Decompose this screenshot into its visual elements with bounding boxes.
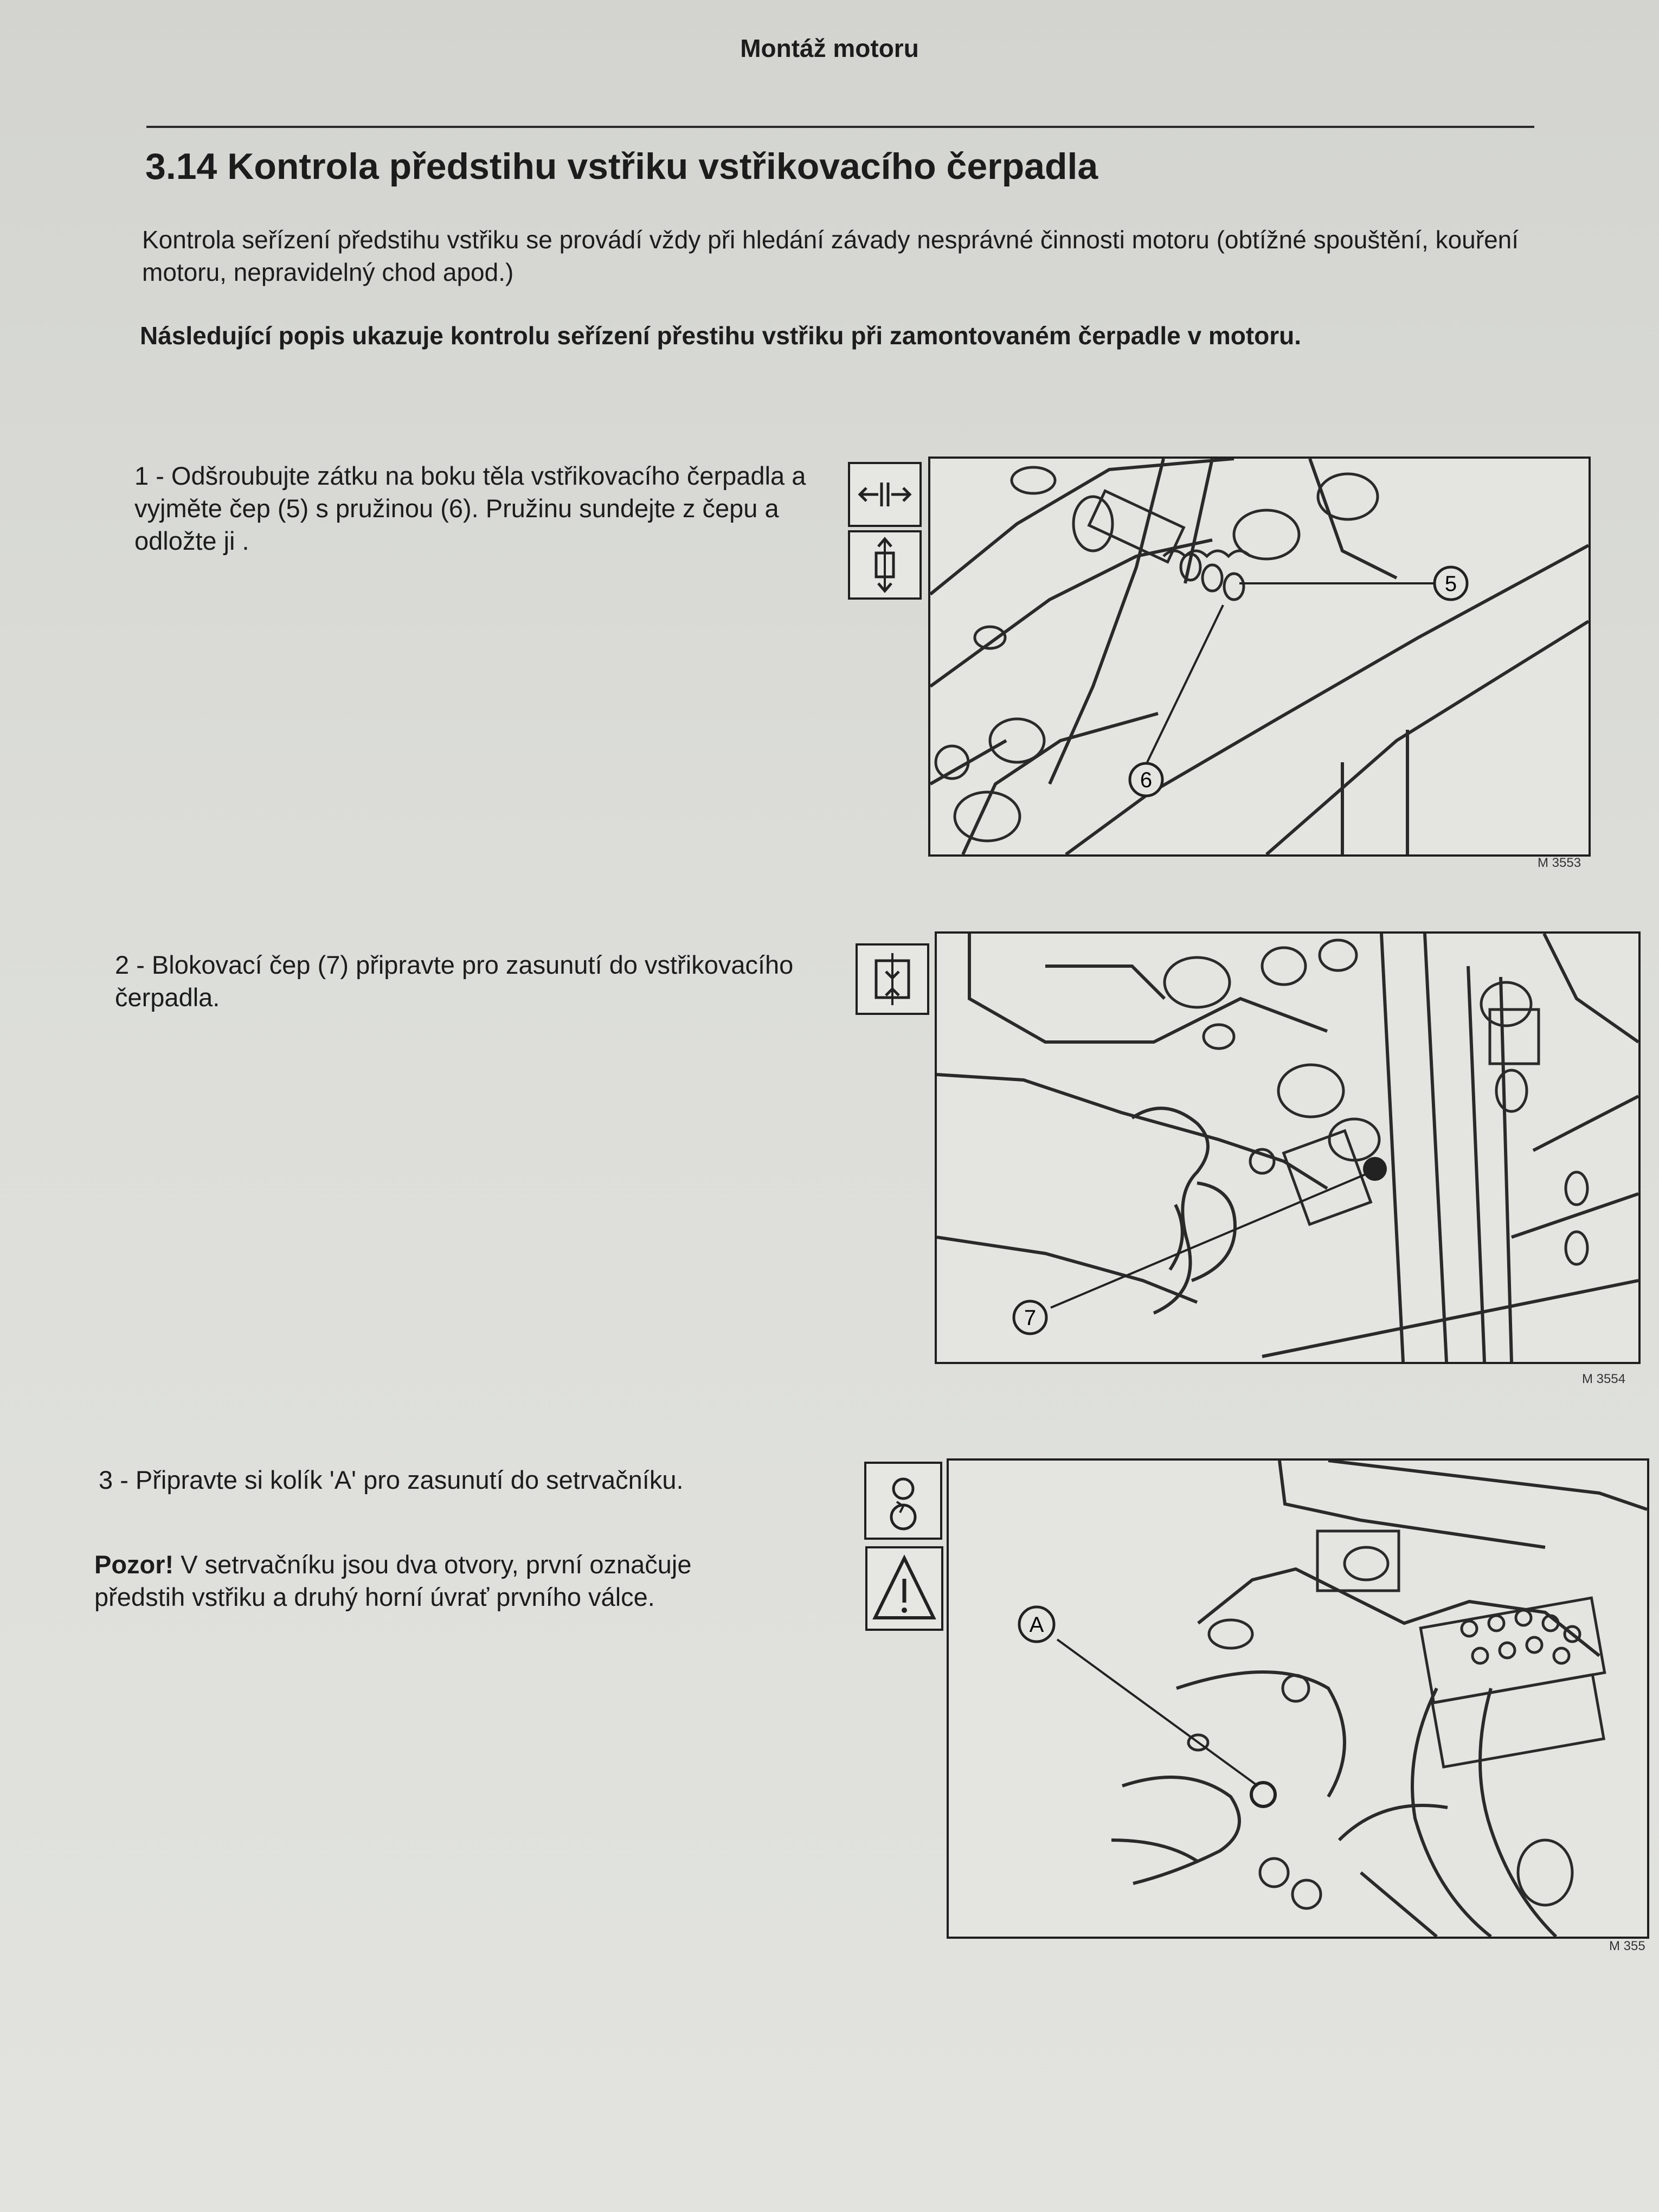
figure-pump-plug [928, 456, 1591, 857]
section-title: 3.14 Kontrola předstihu vstřiku vstřikovacího čerpadla [145, 146, 1098, 187]
separate-arrows-icon [848, 462, 922, 527]
callout-6: 6 [1140, 768, 1153, 792]
step-1-text: 1 - Odšroubujte zátku na boku těla vstřikovacího čerpadla a vyjměte čep (5) s pružinou (6). Pružinu sundejte z čepu a odložte ji . [134, 461, 806, 555]
warning-body: V setrvačníku jsou dva otvory, první označuje předstih vstřiku a druhý horní úvrať prvního válce. [94, 1550, 692, 1611]
warning-text [94, 1548, 767, 1613]
vertical-pin-icon [848, 530, 922, 600]
figure-code-1: M 3553 [1538, 856, 1581, 870]
step-2-text: 2 - Blokovací čep (7) připravte pro zasunutí do vstřikovacího čerpadla. [115, 950, 794, 1012]
warning-triangle-icon [865, 1546, 943, 1631]
figure-code-3: M 355 [1609, 1939, 1645, 1953]
callout-7: 7 [1024, 1306, 1037, 1330]
figure-blocking-pin [935, 931, 1641, 1364]
intro-paragraph: Kontrola seřízení předstihu vstřiku se provádí vždy při hledání závady nesprávné činnosti motoru (obtížné spouštění, kouření motoru, nepravidelný chod apod.) [142, 226, 1519, 286]
rotate-flywheel-icon [864, 1462, 942, 1540]
lead-paragraph: Následující popis ukazuje kontrolu seřízení přestihu vstřiku při zamontovaném čerpadle v motoru. [140, 321, 1302, 350]
callout-5: 5 [1444, 572, 1457, 596]
header-divider [146, 126, 1534, 128]
page-header: Montáž motoru [740, 34, 919, 62]
figure-flywheel-pin [947, 1458, 1649, 1939]
callout-a: A [1029, 1613, 1044, 1637]
step-3-text: 3 - Připravte si kolík 'A' pro zasunutí do setrvačníku. [99, 1465, 684, 1494]
figure-code-2: M 3554 [1582, 1372, 1626, 1386]
insert-pin-icon [856, 943, 929, 1015]
warning-label: Pozor! [94, 1550, 174, 1579]
